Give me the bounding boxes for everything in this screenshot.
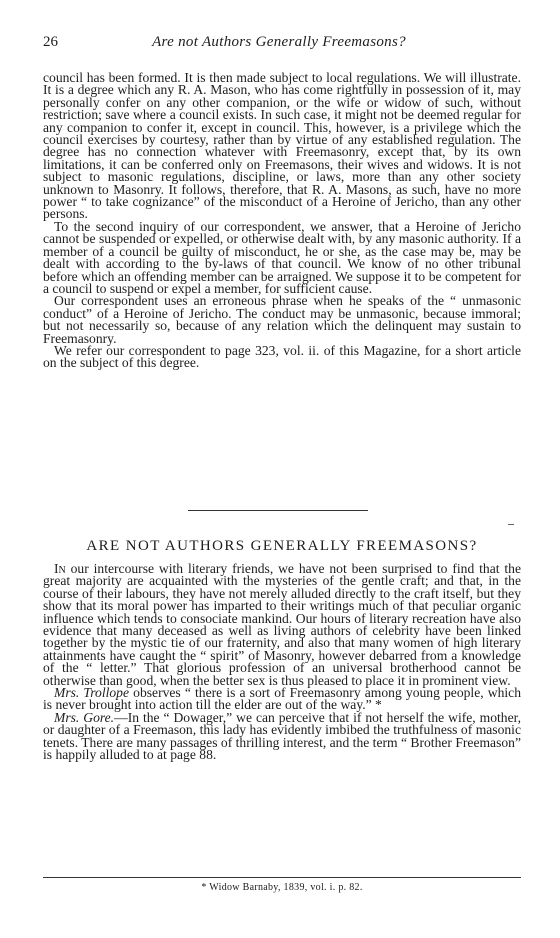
- article-body: [43, 563, 521, 762]
- margin-mark: [508, 524, 514, 525]
- footnote-rule: [43, 877, 521, 878]
- paragraph: To the second inquiry of our correspondent, we answer, that a Heroine of Jericho cannot be suspended or expelled, or otherwise dealt with, by any masonic authority. If a member of a council be guilty of misconduct, he or she, as the case may be, may be dealt with according to the by-laws of that council. We know of no other tribunal before which an offending member can be arraigned. We suppose it to be competent for a council to suspend or expel a member, for sufficient cause.: [43, 218, 521, 296]
- paragraph-text: observes “ there is a sort of Freemasonry among young people, which is never brought into action till the elder are out of the way.” *: [43, 685, 521, 713]
- article-heading: ARE NOT AUTHORS GENERALLY FREEMASONS?: [86, 538, 478, 554]
- paragraph: [43, 563, 521, 687]
- footnote: * Widow Barnaby, 1839, vol. i. p. 82.: [201, 882, 363, 893]
- paragraph: council has been formed. It is then made subject to local regulations. We will illustrate. It is a degree which any R. A. Mason, who has come rightfully in possession of it, may personally confer on any other companion, or the wife or widow of such, without restriction; save where a council exists. In such case, it might not be deemed regular for any companion to confer it, except in council. This, however, is a privilege which the council exercises by courtesy, rather than by virtue of any established regulation. The degree has no connection whatever with Freemasonry, except that, by its own limitations, it can be conferred only on Freemasons, their wives and widows. It is not subject to masonic regulations, discipline, or laws, more than any other society unknown to Masonry. It follows, therefore, that R. A. Masons, as such, have no more power “ to take cognizance” of the misconduct of a Heroine of Jericho, than any other persons.: [43, 70, 521, 222]
- paragraph: [43, 709, 522, 763]
- page-number: 26: [43, 34, 58, 50]
- heroine-of-jericho-text: [43, 72, 521, 370]
- author-name: Mrs. Trollope: [54, 685, 130, 701]
- paragraph: We refer our correspondent to page 323, vol. ii. of this Magazine, for a short article on the subject of this degree.: [43, 342, 521, 371]
- paragraph-text: our intercourse with literary friends, we have not been surprised to find that the great majority are acquainted with the mysteries of the gentle craft; and that, in the course of their labours, they have not merely alluded directly to the craft itself, but they show that its moral power has imparted to their writings much of that peculiar organic influence which tends to consociate mankind. Our hours of literary recreation have also evidence that many deceased as well as living authors of celebrity have been linked together by the mystic tie of our fraternity, and also that many women of high literary attainments have caught the “ spirit” of Masonry, however debarred from a knowledge of the “ letter.” That glorious profession of an universal brotherhood cannot be otherwise than good, when the better sex is thus pleased to place it in prominent view.: [43, 561, 521, 688]
- section-divider: [188, 510, 368, 511]
- running-title: Are not Authors Generally Freemasons?: [152, 34, 406, 50]
- paragraph: [43, 687, 521, 712]
- lead-word: In: [54, 561, 66, 576]
- running-header: [43, 34, 515, 58]
- paragraph: Our correspondent uses an erroneous phrase when he speaks of the “ unmasonic conduct” of a Heroine of Jericho. The conduct may be unmasonic, because immoral; but not necessarily so, because of any relation which the delinquent may sustain to Freemasonry.: [43, 293, 521, 346]
- author-name: Mrs. Gore.: [54, 709, 115, 725]
- paragraph-text: —In the “ Dowager,” we can perceive that if not herself the wife, mother, or daughter of a Freemason, this lady has evidently imbibed the truthfulness of masonic tenets. There are many passages of thrilling interest, and the term “ Brother Freemason” is happily alluded to at page 88.: [43, 709, 522, 763]
